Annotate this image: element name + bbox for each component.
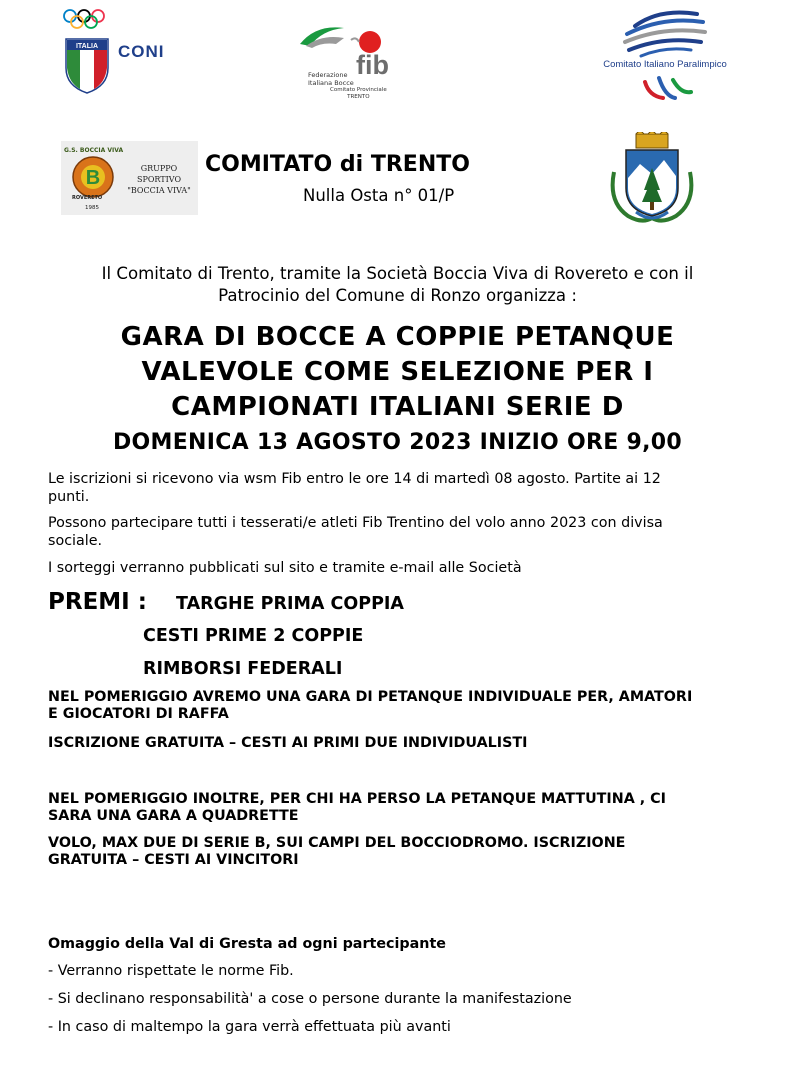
boccia-viva-text: GRUPPO SPORTIVO "BOCCIA VIVA" xyxy=(127,164,191,195)
coat-of-arms-icon xyxy=(606,132,698,226)
info-registration: Le iscrizioni si ricevono via wsm Fib entro le ore 14 di martedì 08 agosto. Partite ai 12 punti. xyxy=(48,471,661,505)
note-item: - Verranno rispettate le norme Fib. xyxy=(48,963,294,979)
fib-logo xyxy=(296,22,426,104)
afternoon-quadrette: NEL POMERIGGIO INOLTRE, PER CHI HA PERSO LA PETANQUE MATTUTINA , CI SARA UNA GARA A QUADRETTE xyxy=(48,791,666,824)
page-title: COMITATO di TRENTO xyxy=(205,152,470,177)
intro-text: Il Comitato di Trento, tramite la Società Boccia Viva di Rovereto e con il Patrocinio del Comune di Ronzo organizza : xyxy=(101,264,694,305)
olympic-rings-icon xyxy=(62,8,112,30)
info-participation: Possono partecipare tutti i tesserati/e atleti Fib Trentino del volo anno 2023 con divisa sociale. xyxy=(48,515,663,549)
boccia-viva-year: 1985 xyxy=(85,205,99,211)
boccia-viva-top-text: G.S. BOCCIA VIVA xyxy=(64,147,124,154)
note-item: - Si declinano responsabilità' a cose o persone durante la manifestazione xyxy=(48,991,572,1007)
italia-shield-icon xyxy=(65,38,109,94)
coni-logo xyxy=(62,8,182,96)
coni-label: CONI xyxy=(118,42,165,61)
note-item: - In caso di maltempo la gara verrà effettuata più avanti xyxy=(48,1019,451,1035)
info-draw: I sorteggi verranno pubblicati sul sito e tramite e-mail alle Società xyxy=(48,560,522,576)
boccia-viva-letter: B xyxy=(85,167,101,189)
premi-label: PREMI : xyxy=(48,589,147,615)
paralimpico-globe-icon xyxy=(585,4,745,108)
fib-committee-text: Comitato Provinciale TRENTO xyxy=(330,87,387,100)
event-title: GARA DI BOCCE A COPPIE PETANQUE VALEVOLE COME SELEZIONE PER I CAMPIONATI ITALIANI SERIE D xyxy=(120,322,675,422)
paralimpico-label: Comitato Italiano Paralimpico xyxy=(603,59,727,70)
premi-item: CESTI PRIME 2 COPPIE xyxy=(143,626,364,646)
fib-wordmark: fib xyxy=(356,50,389,80)
ronzo-coat-of-arms xyxy=(606,132,698,226)
nulla-osta: Nulla Osta n° 01/P xyxy=(303,186,455,205)
coni-shield-text: ITALIA xyxy=(75,43,99,50)
event-date: DOMENICA 13 AGOSTO 2023 INIZIO ORE 9,00 xyxy=(112,430,683,455)
gift-note: Omaggio della Val di Gresta ad ogni partecipante xyxy=(48,936,446,952)
boccia-viva-city: ROVERETO xyxy=(72,195,103,201)
premi-item: RIMBORSI FEDERALI xyxy=(143,659,343,679)
fib-federation-text: Federazione Italiana Bocce xyxy=(308,71,354,87)
afternoon-individual: NEL POMERIGGIO AVREMO UNA GARA DI PETANQUE INDIVIDUALE PER, AMATORI E GIOCATORI DI RAFFA xyxy=(48,689,693,722)
afternoon-volo: VOLO, MAX DUE DI SERIE B, SUI CAMPI DEL BOCCIODROMO. ISCRIZIONE GRATUITA – CESTI AI VINCITORI xyxy=(48,835,626,868)
premi-item: TARGHE PRIMA COPPIA xyxy=(176,594,404,614)
paralimpico-logo xyxy=(585,4,745,108)
afternoon-free-entry: ISCRIZIONE GRATUITA – CESTI AI PRIMI DUE INDIVIDUALISTI xyxy=(48,735,528,751)
boccia-viva-logo xyxy=(61,141,198,215)
